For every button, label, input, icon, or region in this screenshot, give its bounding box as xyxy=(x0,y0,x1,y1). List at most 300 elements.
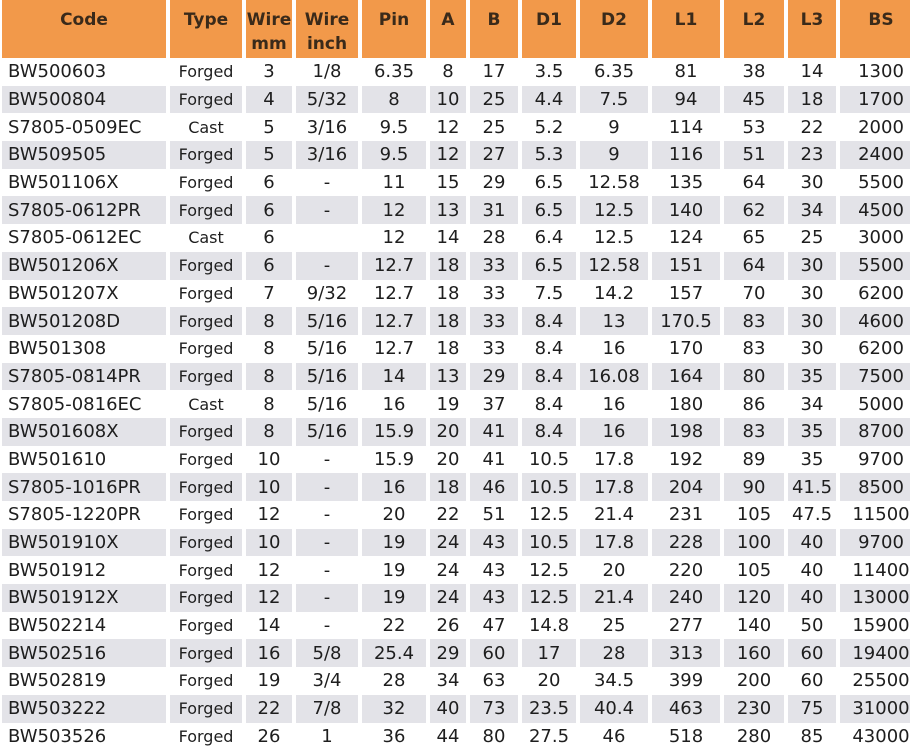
table-cell-l3: 35 xyxy=(788,363,836,391)
table-cell-b: 17 xyxy=(470,58,518,86)
table-cell-a: 24 xyxy=(430,584,466,612)
table-cell-wire-inch: 1/8 xyxy=(296,58,358,86)
table-cell-l3: 60 xyxy=(788,667,836,695)
table-cell-wire-inch: - xyxy=(296,473,358,501)
table-cell-d2: 9 xyxy=(580,113,648,141)
table-cell-d1: 6.5 xyxy=(522,196,576,224)
table-cell-l2: 86 xyxy=(724,390,784,418)
table-cell-l3: 34 xyxy=(788,196,836,224)
table-cell-wire-mm: 3 xyxy=(246,58,292,86)
table-cell-code: BW501106X xyxy=(2,169,166,197)
table-cell-d2: 17.8 xyxy=(580,473,648,501)
table-cell-code: S7805-0509EC xyxy=(2,113,166,141)
table-cell-l1: 170.5 xyxy=(652,307,720,335)
table-cell-b: 25 xyxy=(470,113,518,141)
table-cell-pin: 15.9 xyxy=(362,418,426,446)
table-cell-l2: 83 xyxy=(724,307,784,335)
column-header-label: L1 xyxy=(674,10,698,30)
table-cell-l1: 231 xyxy=(652,501,720,529)
table-cell-pin: 19 xyxy=(362,584,426,612)
table-cell-wire-mm: 4 xyxy=(246,86,292,114)
table-cell-wire-mm: 8 xyxy=(246,418,292,446)
table-row xyxy=(2,667,910,695)
table-cell-d1: 6.4 xyxy=(522,224,576,252)
table-cell-d1: 10.5 xyxy=(522,473,576,501)
table-cell-a: 10 xyxy=(430,86,466,114)
table-cell-code: BW501910X xyxy=(2,529,166,557)
table-cell-bs: 3000 xyxy=(840,224,910,252)
table-cell-l1: 399 xyxy=(652,667,720,695)
table-cell-b: 25 xyxy=(470,86,518,114)
table-cell-l2: 160 xyxy=(724,639,784,667)
table-cell-wire-inch: - xyxy=(296,196,358,224)
table-cell-b: 43 xyxy=(470,556,518,584)
table-cell-l3: 35 xyxy=(788,418,836,446)
table-cell-code: S7805-0612PR xyxy=(2,196,166,224)
table-cell-d1: 23.5 xyxy=(522,695,576,723)
table-cell-bs: 1300 xyxy=(840,58,910,86)
table-cell-pin: 14 xyxy=(362,363,426,391)
table-cell-d1: 6.5 xyxy=(522,252,576,280)
table-cell-b: 27 xyxy=(470,141,518,169)
table-cell-bs: 9700 xyxy=(840,529,910,557)
table-row xyxy=(2,335,910,363)
table-cell-l3: 30 xyxy=(788,169,836,197)
table-cell-b: 28 xyxy=(470,224,518,252)
table-cell-bs: 5000 xyxy=(840,390,910,418)
table-cell-l1: 313 xyxy=(652,639,720,667)
column-header-d1 xyxy=(522,0,576,58)
table-cell-wire-mm: 10 xyxy=(246,446,292,474)
column-header-label: Wire mm xyxy=(246,10,292,54)
table-cell-type: Forged xyxy=(170,335,242,363)
table-cell-a: 12 xyxy=(430,141,466,169)
table-cell-pin: 19 xyxy=(362,556,426,584)
table-cell-code: S7805-1016PR xyxy=(2,473,166,501)
table-cell-wire-inch: 3/16 xyxy=(296,141,358,169)
table-cell-code: S7805-1220PR xyxy=(2,501,166,529)
column-header-label: Wire inch xyxy=(304,10,350,54)
table-cell-type: Forged xyxy=(170,501,242,529)
table-cell-wire-inch: 3/16 xyxy=(296,113,358,141)
table-cell-type: Forged xyxy=(170,556,242,584)
column-header-a xyxy=(430,0,466,58)
table-cell-l2: 105 xyxy=(724,501,784,529)
table-cell-bs: 31000 xyxy=(840,695,910,723)
table-cell-l2: 62 xyxy=(724,196,784,224)
table-cell-d2: 34.5 xyxy=(580,667,648,695)
table-cell-type: Forged xyxy=(170,307,242,335)
table-row xyxy=(2,529,910,557)
table-cell-wire-mm: 7 xyxy=(246,280,292,308)
table-cell-pin: 12.7 xyxy=(362,280,426,308)
column-header-label: Pin xyxy=(378,10,410,30)
table-cell-bs: 11400 xyxy=(840,556,910,584)
table-cell-pin: 6.35 xyxy=(362,58,426,86)
table-cell-l1: 157 xyxy=(652,280,720,308)
table-cell-l2: 51 xyxy=(724,141,784,169)
table-cell-a: 14 xyxy=(430,224,466,252)
table-cell-l2: 65 xyxy=(724,224,784,252)
table-cell-d1: 20 xyxy=(522,667,576,695)
table-cell-pin: 16 xyxy=(362,473,426,501)
table-cell-pin: 12.7 xyxy=(362,252,426,280)
table-cell-code: BW502819 xyxy=(2,667,166,695)
table-cell-pin: 9.5 xyxy=(362,141,426,169)
table-cell-type: Forged xyxy=(170,473,242,501)
table-cell-type: Forged xyxy=(170,446,242,474)
table-cell-code: S7805-0814PR xyxy=(2,363,166,391)
table-cell-l2: 140 xyxy=(724,612,784,640)
table-cell-d1: 27.5 xyxy=(522,723,576,751)
column-header-wire-mm xyxy=(246,0,292,58)
table-cell-code: BW501208D xyxy=(2,307,166,335)
table-cell-type: Forged xyxy=(170,695,242,723)
table-cell-bs: 6200 xyxy=(840,280,910,308)
table-row xyxy=(2,224,910,252)
table-cell-l2: 80 xyxy=(724,363,784,391)
table-cell-d2: 16 xyxy=(580,390,648,418)
table-cell-l3: 50 xyxy=(788,612,836,640)
column-header-l3 xyxy=(788,0,836,58)
table-cell-pin: 20 xyxy=(362,501,426,529)
table-cell-d2: 25 xyxy=(580,612,648,640)
table-cell-l2: 64 xyxy=(724,169,784,197)
table-cell-l2: 45 xyxy=(724,86,784,114)
table-cell-d1: 8.4 xyxy=(522,307,576,335)
table-cell-bs: 5500 xyxy=(840,252,910,280)
table-cell-wire-mm: 19 xyxy=(246,667,292,695)
table-cell-d2: 7.5 xyxy=(580,86,648,114)
table-cell-type: Forged xyxy=(170,639,242,667)
table-cell-code: BW501308 xyxy=(2,335,166,363)
table-cell-wire-mm: 6 xyxy=(246,169,292,197)
table-cell-wire-mm: 8 xyxy=(246,390,292,418)
table-cell-code: BW502516 xyxy=(2,639,166,667)
table-cell-pin: 12.7 xyxy=(362,335,426,363)
column-header-wire-inch xyxy=(296,0,358,58)
table-cell-d1: 12.5 xyxy=(522,556,576,584)
column-header-label: L3 xyxy=(800,10,824,30)
table-cell-type: Forged xyxy=(170,58,242,86)
table-cell-pin: 11 xyxy=(362,169,426,197)
table-cell-bs: 11500 xyxy=(840,501,910,529)
table-cell-l2: 83 xyxy=(724,335,784,363)
table-cell-a: 13 xyxy=(430,363,466,391)
table-row xyxy=(2,639,910,667)
table-cell-l1: 94 xyxy=(652,86,720,114)
table-cell-d2: 28 xyxy=(580,639,648,667)
table-cell-d1: 5.2 xyxy=(522,113,576,141)
table-cell-l1: 151 xyxy=(652,252,720,280)
table-cell-a: 20 xyxy=(430,446,466,474)
column-header-code xyxy=(2,0,166,58)
table-cell-a: 24 xyxy=(430,529,466,557)
table-cell-wire-mm: 22 xyxy=(246,695,292,723)
table-cell-wire-inch: 5/16 xyxy=(296,307,358,335)
table-cell-l1: 114 xyxy=(652,113,720,141)
table-cell-type: Cast xyxy=(170,113,242,141)
table-cell-type: Cast xyxy=(170,224,242,252)
column-header-type xyxy=(170,0,242,58)
table-cell-code: BW501610 xyxy=(2,446,166,474)
table-cell-wire-inch: 1 xyxy=(296,723,358,751)
table-cell-b: 47 xyxy=(470,612,518,640)
table-cell-bs: 4500 xyxy=(840,196,910,224)
table-cell-l3: 41.5 xyxy=(788,473,836,501)
table-cell-d2: 16.08 xyxy=(580,363,648,391)
table-cell-a: 40 xyxy=(430,695,466,723)
table-cell-d1: 12.5 xyxy=(522,584,576,612)
table-cell-wire-inch: - xyxy=(296,169,358,197)
column-header-l1 xyxy=(652,0,720,58)
table-cell-bs: 25500 xyxy=(840,667,910,695)
table-cell-b: 43 xyxy=(470,529,518,557)
table-cell-a: 18 xyxy=(430,335,466,363)
table-cell-code: BW501608X xyxy=(2,418,166,446)
table-cell-pin: 36 xyxy=(362,723,426,751)
table-cell-l2: 83 xyxy=(724,418,784,446)
table-cell-code: BW509505 xyxy=(2,141,166,169)
table-cell-type: Forged xyxy=(170,418,242,446)
table-cell-wire-mm: 6 xyxy=(246,196,292,224)
table-cell-wire-inch: - xyxy=(296,252,358,280)
table-cell-l3: 47.5 xyxy=(788,501,836,529)
table-cell-l2: 100 xyxy=(724,529,784,557)
table-cell-wire-inch: - xyxy=(296,612,358,640)
table-cell-wire-inch: - xyxy=(296,584,358,612)
table-cell-l1: 81 xyxy=(652,58,720,86)
table-cell-l2: 64 xyxy=(724,252,784,280)
table-cell-d2: 12.5 xyxy=(580,224,648,252)
table-cell-d2: 13 xyxy=(580,307,648,335)
table-cell-code: BW503222 xyxy=(2,695,166,723)
table-cell-d1: 8.4 xyxy=(522,418,576,446)
column-header-label: Type xyxy=(183,10,229,30)
table-cell-b: 41 xyxy=(470,446,518,474)
table-row xyxy=(2,113,910,141)
table-cell-l1: 180 xyxy=(652,390,720,418)
table-cell-bs: 7500 xyxy=(840,363,910,391)
table-cell-d2: 9 xyxy=(580,141,648,169)
table-cell-b: 63 xyxy=(470,667,518,695)
table-cell-l2: 120 xyxy=(724,584,784,612)
table-cell-wire-inch: 3/4 xyxy=(296,667,358,695)
table-cell-l3: 30 xyxy=(788,280,836,308)
table-cell-b: 33 xyxy=(470,280,518,308)
table-cell-d2: 17.8 xyxy=(580,446,648,474)
table-cell-wire-inch: 5/16 xyxy=(296,390,358,418)
table-row xyxy=(2,252,910,280)
table-cell-d1: 4.4 xyxy=(522,86,576,114)
table-cell-d1: 8.4 xyxy=(522,363,576,391)
table-cell-a: 18 xyxy=(430,280,466,308)
table-cell-wire-inch: 5/8 xyxy=(296,639,358,667)
table-cell-wire-mm: 8 xyxy=(246,335,292,363)
column-header-l2 xyxy=(724,0,784,58)
table-cell-l1: 277 xyxy=(652,612,720,640)
table-cell-d1: 7.5 xyxy=(522,280,576,308)
table-row xyxy=(2,446,910,474)
table-row xyxy=(2,612,910,640)
table-cell-code: BW500804 xyxy=(2,86,166,114)
table-cell-wire-inch: - xyxy=(296,446,358,474)
table-cell-type: Forged xyxy=(170,169,242,197)
table-cell-wire-inch xyxy=(296,224,358,252)
table-cell-l2: 200 xyxy=(724,667,784,695)
header-row xyxy=(2,0,910,58)
table-cell-wire-mm: 10 xyxy=(246,473,292,501)
table-cell-code: BW500603 xyxy=(2,58,166,86)
table-cell-d1: 5.3 xyxy=(522,141,576,169)
table-cell-a: 18 xyxy=(430,307,466,335)
table-cell-bs: 9700 xyxy=(840,446,910,474)
table-row xyxy=(2,196,910,224)
table-cell-a: 12 xyxy=(430,113,466,141)
table-cell-wire-inch: - xyxy=(296,501,358,529)
table-cell-l3: 40 xyxy=(788,556,836,584)
table-cell-type: Forged xyxy=(170,612,242,640)
table-cell-d2: 16 xyxy=(580,418,648,446)
table-cell-l3: 30 xyxy=(788,252,836,280)
table-cell-code: S7805-0816EC xyxy=(2,390,166,418)
table-cell-b: 29 xyxy=(470,363,518,391)
table-cell-a: 18 xyxy=(430,473,466,501)
table-cell-l1: 135 xyxy=(652,169,720,197)
table-cell-l3: 75 xyxy=(788,695,836,723)
table-cell-a: 15 xyxy=(430,169,466,197)
table-cell-type: Forged xyxy=(170,363,242,391)
table-cell-wire-mm: 6 xyxy=(246,252,292,280)
table-cell-pin: 25.4 xyxy=(362,639,426,667)
table-cell-a: 13 xyxy=(430,196,466,224)
table-cell-b: 33 xyxy=(470,252,518,280)
table-cell-l1: 240 xyxy=(652,584,720,612)
table-cell-l1: 228 xyxy=(652,529,720,557)
table-cell-l1: 463 xyxy=(652,695,720,723)
table-cell-a: 34 xyxy=(430,667,466,695)
table-cell-code: BW501207X xyxy=(2,280,166,308)
table-cell-l2: 70 xyxy=(724,280,784,308)
table-body xyxy=(2,58,910,750)
table-cell-l2: 53 xyxy=(724,113,784,141)
column-header-label: BS xyxy=(868,10,894,30)
table-cell-bs: 8700 xyxy=(840,418,910,446)
table-cell-pin: 15.9 xyxy=(362,446,426,474)
table-cell-wire-mm: 8 xyxy=(246,307,292,335)
table-cell-a: 8 xyxy=(430,58,466,86)
table-cell-a: 26 xyxy=(430,612,466,640)
table-cell-l1: 116 xyxy=(652,141,720,169)
table-cell-d1: 14.8 xyxy=(522,612,576,640)
table-cell-pin: 28 xyxy=(362,667,426,695)
table-cell-type: Forged xyxy=(170,529,242,557)
table-cell-d1: 8.4 xyxy=(522,335,576,363)
table-cell-l1: 140 xyxy=(652,196,720,224)
table-row xyxy=(2,501,910,529)
column-header-label: A xyxy=(441,10,455,30)
table-cell-type: Forged xyxy=(170,584,242,612)
table-cell-l2: 280 xyxy=(724,723,784,751)
table-cell-bs: 8500 xyxy=(840,473,910,501)
column-header-b xyxy=(470,0,518,58)
table-cell-wire-inch: - xyxy=(296,529,358,557)
table-row xyxy=(2,307,910,335)
table-cell-pin: 9.5 xyxy=(362,113,426,141)
table-cell-type: Forged xyxy=(170,196,242,224)
column-header-pin xyxy=(362,0,426,58)
table-cell-l3: 30 xyxy=(788,307,836,335)
table-cell-pin: 32 xyxy=(362,695,426,723)
table-cell-type: Cast xyxy=(170,390,242,418)
table-cell-code: S7805-0612EC xyxy=(2,224,166,252)
table-cell-d1: 12.5 xyxy=(522,501,576,529)
table-cell-wire-mm: 12 xyxy=(246,501,292,529)
table-cell-d2: 46 xyxy=(580,723,648,751)
table-cell-d2: 21.4 xyxy=(580,584,648,612)
table-cell-pin: 8 xyxy=(362,86,426,114)
table-cell-l3: 14 xyxy=(788,58,836,86)
table-cell-wire-inch: 5/16 xyxy=(296,418,358,446)
table-cell-d2: 20 xyxy=(580,556,648,584)
table-cell-d1: 10.5 xyxy=(522,529,576,557)
table-cell-bs: 15900 xyxy=(840,612,910,640)
column-header-label: D1 xyxy=(536,10,562,30)
table-cell-l3: 40 xyxy=(788,529,836,557)
table-cell-l3: 30 xyxy=(788,335,836,363)
table-row xyxy=(2,169,910,197)
table-cell-d1: 17 xyxy=(522,639,576,667)
table-cell-wire-mm: 14 xyxy=(246,612,292,640)
table-cell-l1: 192 xyxy=(652,446,720,474)
table-row xyxy=(2,584,910,612)
table-cell-bs: 2000 xyxy=(840,113,910,141)
table-cell-wire-mm: 5 xyxy=(246,141,292,169)
table-cell-a: 19 xyxy=(430,390,466,418)
table-cell-a: 44 xyxy=(430,723,466,751)
table-cell-b: 37 xyxy=(470,390,518,418)
table-cell-l2: 90 xyxy=(724,473,784,501)
table-cell-bs: 1700 xyxy=(840,86,910,114)
column-header-d2 xyxy=(580,0,648,58)
column-header-label: D2 xyxy=(601,10,627,30)
table-cell-l1: 204 xyxy=(652,473,720,501)
table-cell-wire-inch: 9/32 xyxy=(296,280,358,308)
table-cell-wire-inch: - xyxy=(296,556,358,584)
table-cell-d2: 12.5 xyxy=(580,196,648,224)
table-cell-d1: 8.4 xyxy=(522,390,576,418)
table-cell-code: BW501912 xyxy=(2,556,166,584)
table-cell-pin: 19 xyxy=(362,529,426,557)
table-cell-type: Forged xyxy=(170,252,242,280)
table-cell-d2: 40.4 xyxy=(580,695,648,723)
table-cell-l3: 23 xyxy=(788,141,836,169)
table-cell-l3: 22 xyxy=(788,113,836,141)
column-header-bs xyxy=(840,0,910,58)
table-row xyxy=(2,723,910,751)
table-cell-d2: 17.8 xyxy=(580,529,648,557)
table-cell-wire-inch: 5/32 xyxy=(296,86,358,114)
table-cell-code: BW501206X xyxy=(2,252,166,280)
table-cell-a: 18 xyxy=(430,252,466,280)
table-cell-b: 33 xyxy=(470,307,518,335)
table-cell-b: 51 xyxy=(470,501,518,529)
table-row xyxy=(2,418,910,446)
table-cell-b: 43 xyxy=(470,584,518,612)
table-cell-wire-inch: 7/8 xyxy=(296,695,358,723)
table-row xyxy=(2,86,910,114)
table-cell-type: Forged xyxy=(170,723,242,751)
